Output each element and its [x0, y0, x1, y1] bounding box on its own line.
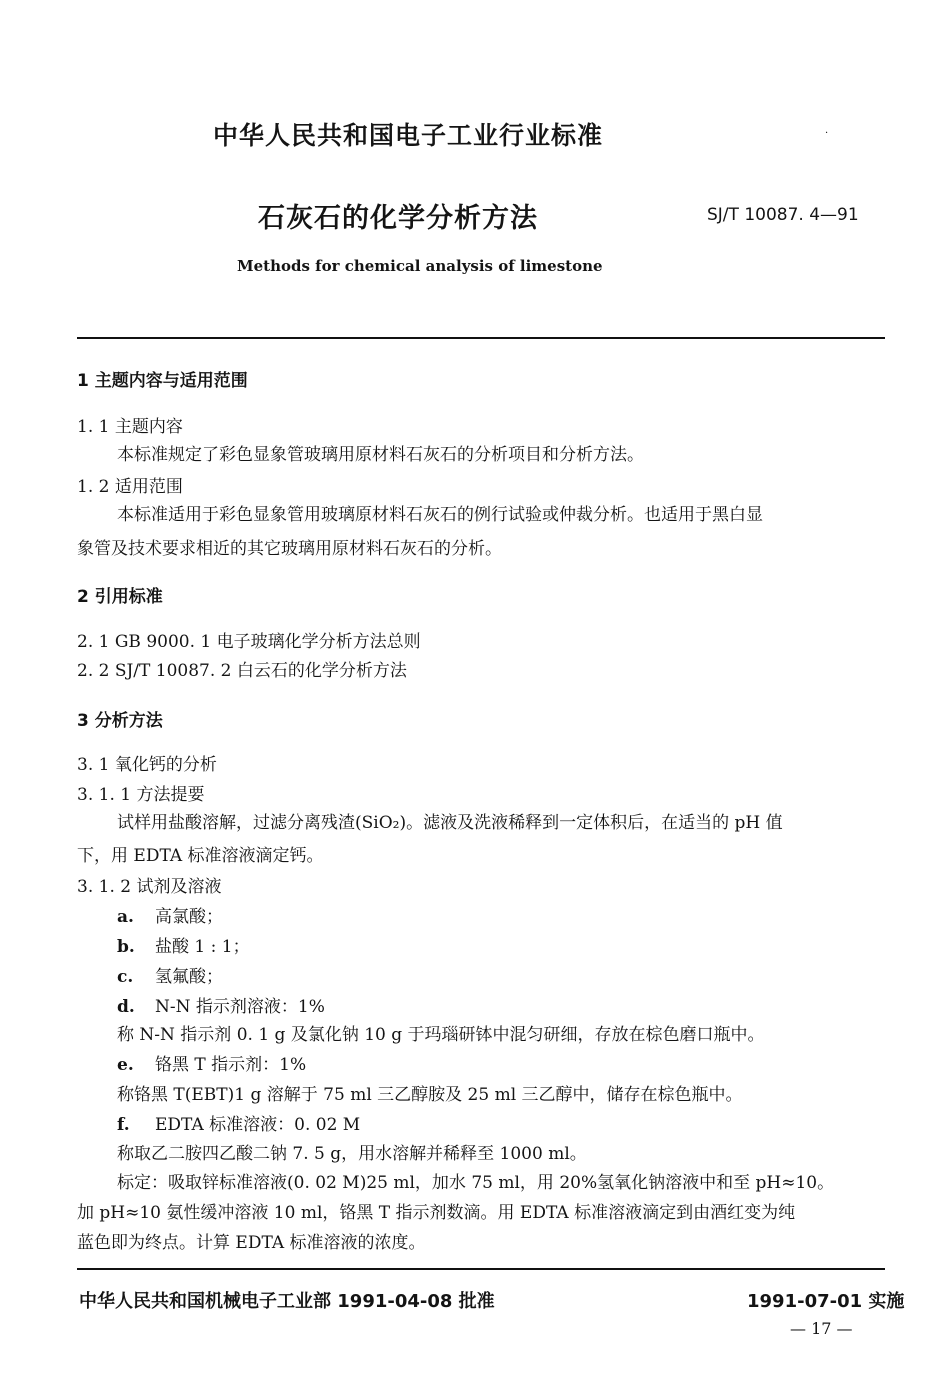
document-title: 石灰石的化学分析方法	[258, 203, 538, 234]
item-text: 盐酸 1 : 1；	[155, 937, 250, 957]
english-title: Methods for chemical analysis of limestone	[237, 257, 603, 275]
item-text: 铬黑 T 指示剂：1%	[155, 1055, 307, 1075]
item-letter: e.	[117, 1055, 134, 1075]
item-letter: a.	[117, 907, 134, 927]
reagent-item-d	[117, 992, 325, 1017]
section-2-heading: 2 引用标准	[77, 587, 163, 607]
reagent-item-c	[117, 962, 223, 987]
item-letter: f.	[117, 1115, 130, 1135]
item-letter: b.	[117, 937, 135, 957]
item-text: EDTA 标准溶液：0. 02 M	[155, 1115, 361, 1135]
section-1-heading: 1 主题内容与适用范围	[77, 371, 248, 391]
page-number: — 17 —	[790, 1319, 853, 1338]
section-3-1-heading: 3. 1 氧化钙的分析	[77, 755, 217, 775]
calibration-line1: 标定：吸取锌标准溶液(0. 02 M)25 ml，加水 75 ml，用 20%氢氧化钠溶液中和至 pH≈10。	[117, 1173, 835, 1193]
header-divider	[77, 337, 885, 339]
section-3-heading: 3 分析方法	[77, 711, 163, 731]
standard-org-title: 中华人民共和国电子工业行业标准	[213, 121, 604, 150]
item-text: 高氯酸；	[155, 907, 223, 927]
calibration-line2: 加 pH≈10 氨性缓冲溶液 10 ml，铬黑 T 指示剂数滴。用 EDTA 标准溶液滴定到由酒红变为纯	[77, 1203, 796, 1223]
speck: ·	[825, 128, 829, 139]
reference-1: 2. 1 GB 9000. 1 电子玻璃化学分析方法总则	[77, 632, 421, 652]
section-3-1-2-heading: 3. 1. 2 试剂及溶液	[77, 877, 222, 897]
reagent-item-a	[117, 902, 223, 927]
approval-note: 中华人民共和国机械电子工业部 1991-04-08 批准	[79, 1291, 495, 1312]
section-1-1-text: 本标准规定了彩色显象管玻璃用原材料石灰石的分析项目和分析方法。	[117, 445, 644, 465]
section-3-1-1-text-line1: 试样用盐酸溶解，过滤分离残渣(SiO₂)。滤液及洗液稀释到一定体积后，在适当的 pH 值	[117, 813, 783, 833]
section-1-2-heading: 1. 2 适用范围	[77, 477, 183, 497]
section-1-2-text-line2: 象管及技术要求相近的其它玻璃用原材料石灰石的分析。	[77, 539, 502, 559]
reagent-item-b	[117, 932, 250, 957]
section-3-1-1-heading: 3. 1. 1 方法提要	[77, 785, 205, 805]
reagent-f-note: 称取乙二胺四乙酸二钠 7. 5 g，用水溶解并稀释至 1000 ml。	[117, 1144, 587, 1164]
footer-divider	[77, 1268, 885, 1270]
section-1-1-heading: 1. 1 主题内容	[77, 417, 183, 437]
calibration-line3: 蓝色即为终点。计算 EDTA 标准溶液的浓度。	[77, 1233, 426, 1253]
implementation-date: 1991-07-01 实施	[747, 1291, 905, 1312]
item-text: N-N 指示剂溶液：1%	[155, 997, 325, 1017]
item-text: 氢氟酸；	[155, 967, 223, 987]
standard-code: SJ/T 10087. 4—91	[707, 205, 859, 225]
reagent-item-f	[117, 1110, 360, 1135]
item-letter: c.	[117, 967, 134, 987]
section-3-1-1-text-line2: 下，用 EDTA 标准溶液滴定钙。	[77, 846, 324, 866]
item-letter: d.	[117, 997, 135, 1017]
reference-2: 2. 2 SJ/T 10087. 2 白云石的化学分析方法	[77, 661, 407, 681]
reagent-item-e	[117, 1050, 306, 1075]
section-1-2-text-line1: 本标准适用于彩色显象管用玻璃原材料石灰石的例行试验或仲裁分析。也适用于黑白显	[117, 505, 763, 525]
reagent-d-note: 称 N-N 指示剂 0. 1 g 及氯化钠 10 g 于玛瑙研钵中混匀研细，存放在棕色磨口瓶中。	[117, 1025, 765, 1045]
reagent-e-note: 称铬黑 T(EBT)1 g 溶解于 75 ml 三乙醇胺及 25 ml 三乙醇中，储存在棕色瓶中。	[117, 1085, 743, 1105]
